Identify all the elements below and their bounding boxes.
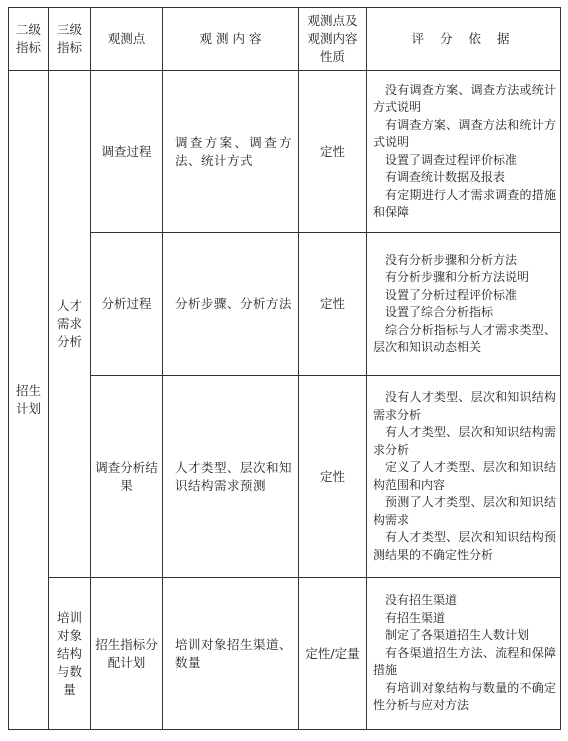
criteria-item: 综合分析指标与人才需求类型、层次和知识动态相关 (373, 322, 556, 354)
criteria-item: 有招生渠道 (385, 610, 446, 625)
criteria-item: 有分析步骤和分析方法说明 (385, 270, 530, 284)
criteria-item: 定义了人才类型、层次和知识结构范围和内容 (373, 460, 556, 492)
criteria-item: 设置了综合分析指标 (385, 305, 494, 319)
table-row (9, 233, 561, 376)
criteria-item: 有各渠道招生方法、流程和保障措施 (373, 645, 556, 678)
criteria-item: 预测了人才类型、层次和知识结构需求 (373, 495, 556, 527)
nature-cell: 定性 (299, 71, 367, 233)
criteria-item: 没有招生渠道 (385, 593, 458, 608)
level3-indicator: 人才需求分析 (49, 71, 91, 578)
nature-cell: 定性 (299, 376, 367, 578)
criteria-item: 有调查统计数据及报表 (385, 170, 506, 184)
header-nature: 观测点及观测内容性质 (299, 8, 367, 71)
criteria-item: 有定期进行人才需求调查的措施和保障 (373, 187, 556, 219)
observation-point: 调查过程 (91, 71, 163, 233)
criteria-cell (367, 71, 561, 233)
level2-indicator: 招生计划 (9, 71, 49, 730)
table-row (9, 376, 561, 578)
observation-point: 分析过程 (91, 233, 163, 376)
header-obs-point: 观测点 (91, 8, 163, 71)
header-level3: 三级指标 (49, 8, 91, 71)
observation-point: 调查分析结果 (91, 376, 163, 578)
table-row (9, 71, 561, 233)
scoring-table (8, 7, 561, 730)
observation-content: 人才类型、层次和知识结构需求预测 (163, 376, 299, 578)
observation-content: 调查方案、调查方法、统计方式 (163, 71, 299, 233)
level3-indicator: 培训对象结构与数量 (49, 578, 91, 730)
observation-content: 培训对象招生渠道、数量 (163, 578, 299, 730)
criteria-item: 有人才类型、层次和知识结构需求分析 (373, 425, 556, 457)
nature-cell: 定性/定量 (299, 578, 367, 730)
criteria-item: 没有调查方案、调查方法或统计方式说明 (373, 82, 556, 114)
header-level2: 二级指标 (9, 8, 49, 71)
criteria-item: 制定了各渠道招生人数计划 (385, 628, 530, 643)
criteria-cell (367, 376, 561, 578)
observation-content: 分析步骤、分析方法 (163, 233, 299, 376)
header-row (9, 8, 561, 71)
criteria-cell (367, 233, 561, 376)
criteria-item: 有人才类型、层次和知识结构预测结果的不确定性分析 (373, 530, 556, 562)
nature-cell: 定性 (299, 233, 367, 376)
criteria-item: 有培训对象结构与数量的不确定性分析与应对方法 (373, 680, 556, 713)
criteria-item: 没有人才类型、层次和知识结构需求分析 (373, 390, 556, 422)
criteria-item: 设置了分析过程评价标准 (385, 287, 518, 302)
criteria-item: 有调查方案、调查方法和统计方式说明 (373, 117, 556, 149)
criteria-cell (367, 578, 561, 730)
table-row (9, 578, 561, 730)
criteria-item: 没有分析步骤和分析方法 (385, 252, 518, 267)
observation-point: 招生指标分配计划 (91, 578, 163, 730)
header-obs-content: 观 测 内 容 (163, 8, 299, 71)
criteria-item: 设置了调查过程评价标准 (385, 152, 518, 167)
header-criteria: 评 分 依 据 (367, 8, 561, 71)
